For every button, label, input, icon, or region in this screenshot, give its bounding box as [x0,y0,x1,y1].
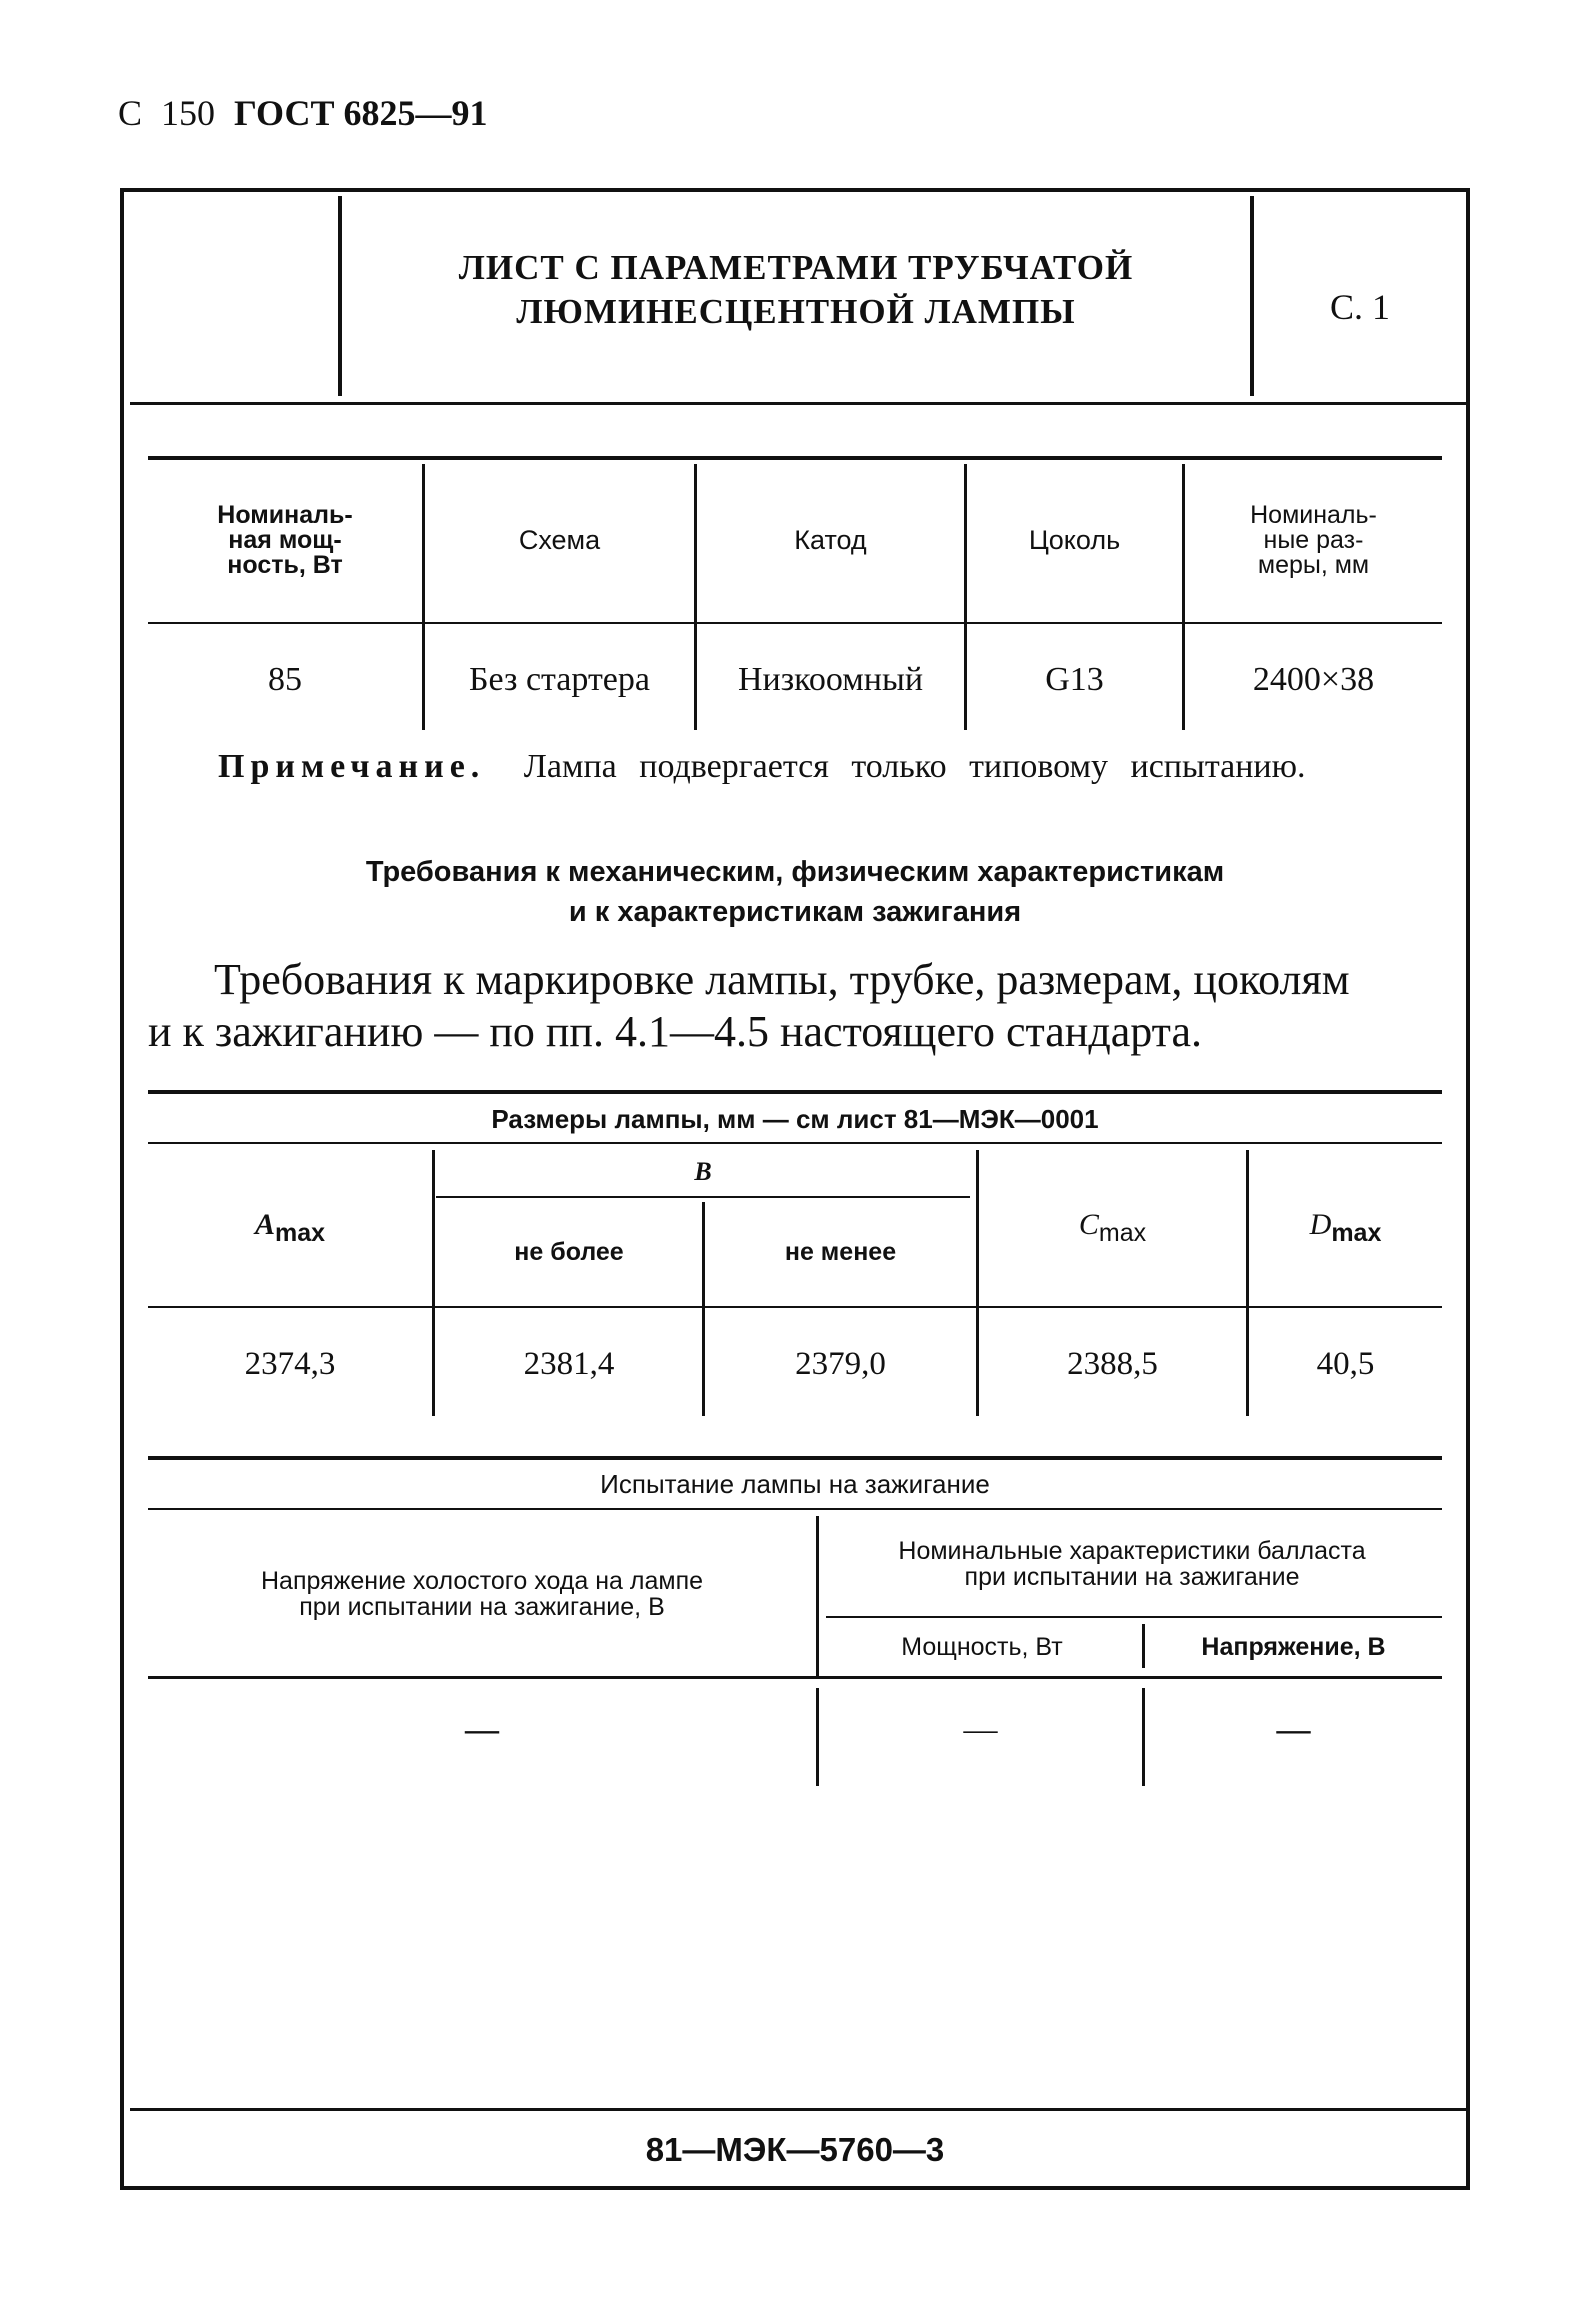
ignition-caption: Испытание лампы на зажигание [600,1468,990,1499]
value-a-max: 2374,3 [244,1345,336,1382]
note-text: Лампа подвергается только типовому испытанию. [523,748,1306,785]
header-cathode: Катод [794,524,867,555]
requirements-body [148,954,1468,1058]
value-ballast-power: — [963,1711,998,1748]
requirements-body-line-1: Требования к маркировке лампы, трубке, размерам, цоколям [214,955,1350,1004]
sheet-number: С. 1 [1330,287,1391,327]
frame-left [120,190,124,2190]
a-symbol: A [254,1208,275,1241]
sheet-title [342,246,1250,334]
header-ballast-voltage: Напряжение, В [1201,1632,1386,1661]
title-line-2: ЛЮМИНЕСЦЕНТНОЙ ЛАМПЫ [516,292,1076,331]
page-number: 150 [161,93,216,133]
header-a-max [148,1150,432,1300]
requirements-heading-line-2: и к характеристикам зажигания [568,896,1022,928]
header-power: Номиналь- ная мощ- ность, Вт [217,500,353,579]
d-subscript: max [1331,1218,1382,1247]
value-cathode: Низкоомный [737,661,924,698]
c-subscript: max [1098,1218,1147,1247]
header-open-circuit-voltage: Напряжение холостого хода на лампе при испытании на зажигание, В [260,1567,704,1621]
value-power: 85 [268,661,302,698]
value-scheme: Без стартера [468,661,650,698]
header-b: B [694,1157,712,1186]
frame-top [120,188,1470,192]
value-d-max: 40,5 [1316,1345,1375,1382]
value-b-not-more: 2381,4 [523,1345,615,1382]
requirements-body-line-2: и к зажиганию — по пп. 4.1—4.5 настоящего стандарта. [148,1007,1202,1056]
value-base: G13 [1045,661,1104,698]
a-subscript: max [274,1218,326,1247]
requirements-heading [150,852,1440,932]
header-size: Номиналь- ные раз- меры, мм [1250,500,1377,579]
value-ballast-voltage: — [1276,1711,1311,1748]
header-base: Цоколь [1028,524,1121,555]
note-label: Примечание. [218,748,486,785]
value-c-max: 2388,5 [1067,1345,1158,1382]
value-open-circuit-voltage: — [465,1711,499,1748]
header-scheme: Схема [518,524,601,555]
frame-bottom [120,2186,1470,2190]
value-size: 2400×38 [1252,661,1375,698]
page-header [118,92,487,134]
header-ballast-power: Мощность, Вт [901,1632,1063,1661]
d-symbol: D [1309,1208,1332,1241]
c-symbol: C [1078,1208,1099,1241]
header-b-not-less: не менее [784,1237,897,1266]
header-d-max [1249,1150,1442,1300]
standard-number: ГОСТ 6825—91 [234,93,488,133]
value-b-not-less: 2379,0 [795,1345,886,1382]
dimensions-caption: Размеры лампы, мм — см лист 81—МЭК—0001 [491,1103,1099,1134]
frame-right [1466,190,1470,2190]
note [218,748,1438,786]
title-line-1: ЛИСТ С ПАРАМЕТРАМИ ТРУБЧАТОЙ [458,248,1134,287]
footer-code: 81—МЭК—5760—3 [645,2131,945,2168]
header-b-not-more: не более [514,1237,624,1266]
header-c-max [979,1150,1246,1300]
requirements-heading-line-1: Требования к механическим, физическим характеристикам [365,856,1225,888]
header-ballast-characteristics: Номинальные характеристики балласта при испытании на зажигание [898,1537,1366,1591]
page-prefix: С [118,93,143,133]
